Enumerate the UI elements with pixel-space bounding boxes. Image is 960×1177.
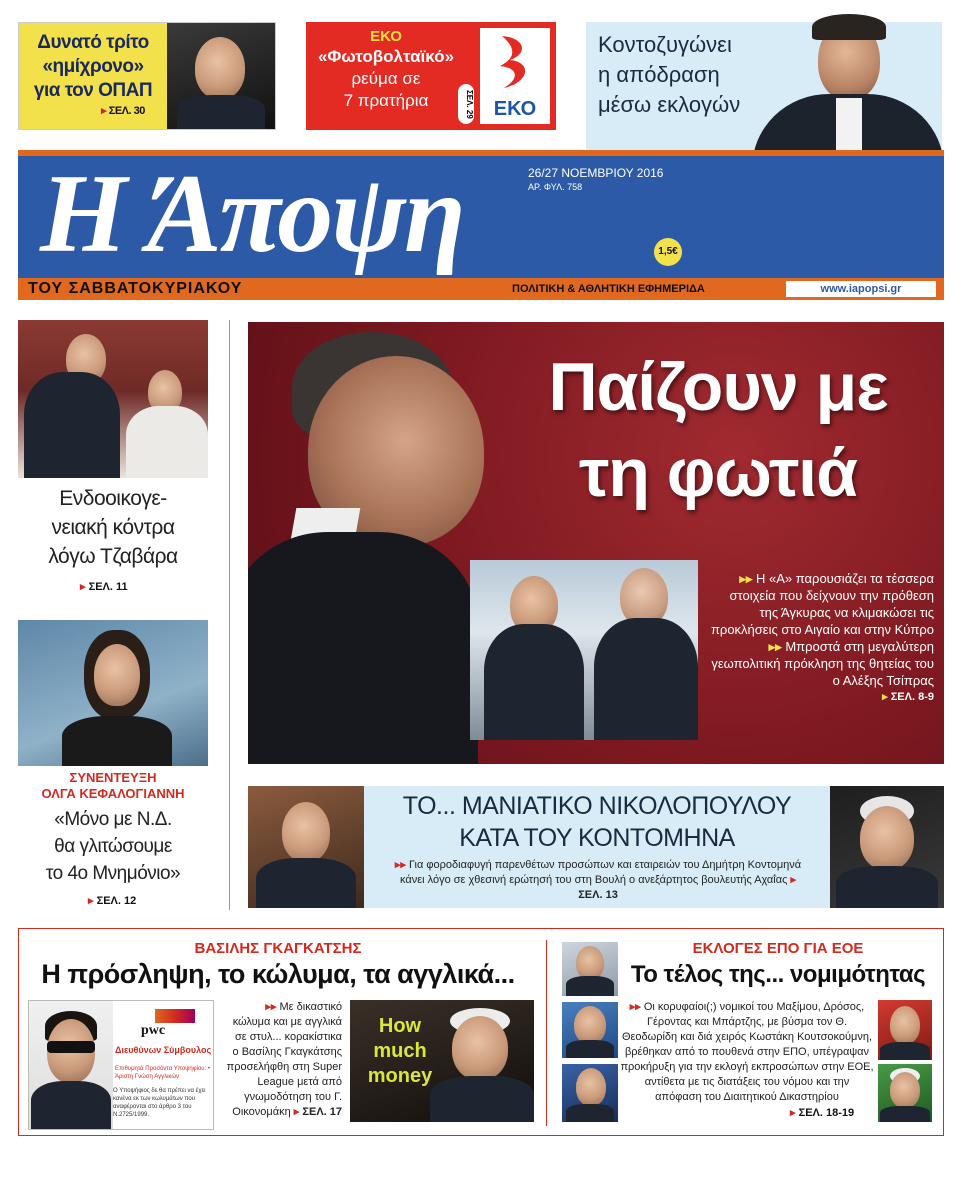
story2-page: ΣΕΛ. 13 xyxy=(578,889,618,901)
bottom-left-page: ΣΕΛ. 17 xyxy=(302,1106,342,1118)
lead-bullet2: Μπροστά στη μεγαλύτερη γεωπολιτική πρόκληση της θητείας του ο Αλέξης Τσίπρας xyxy=(711,639,934,688)
top-center-line3: 7 πρατήρια xyxy=(343,91,429,110)
erdogan-photo xyxy=(248,322,488,764)
pwc-card-req: Επιθυμητά Προσόντα Υποψηφίου: • Άριστη Γνώση Αγγλικών xyxy=(115,1066,211,1080)
side1-headline[interactable] xyxy=(18,484,208,571)
masthead-url[interactable]: www.iapopsi.gr xyxy=(786,281,936,297)
eko-logo xyxy=(480,28,550,124)
top-left-photo xyxy=(167,23,275,129)
anastasiades-akinci-photo xyxy=(470,560,698,740)
masthead-bar xyxy=(18,278,944,300)
bottom-left-title[interactable]: Η πρόσληψη, το κώλυμα, τα αγγλικά... xyxy=(41,959,515,989)
bottom-right-title[interactable]: Το τέλος της... νομιμότητας xyxy=(630,961,926,988)
eko-flame-icon xyxy=(480,28,550,98)
top-center-box[interactable] xyxy=(306,22,556,130)
eko-logo-text: ΕΚΟ xyxy=(493,98,537,120)
top-center-kicker: ΕΚΟ xyxy=(370,28,402,45)
top-center-page: ΣΕΛ. 29 xyxy=(458,84,474,124)
story2-title-line1: ΤΟ... ΜΑΝΙΑΤΙΚΟ ΝΙΚΟΛΟΠΟΥΛΟΥ xyxy=(402,792,792,820)
lead-story[interactable]: Παίζουν με τη φωτιά ▸▸ Η «Α» παρουσιάζει τα τέσσερα στοιχεία που δείχνουν την πρόθεση της Άγκυρας να κλιμακώσει τις προκλήσεις στο Αιγαίο και στην Κύπρο ▸▸ Μπροστά στη μεγαλύτερη γεωπολιτική πρόκληση της θητείας του ο Αλέξης Τσίπρας ▸ ΣΕΛ. 8-9 xyxy=(248,322,944,764)
side1-page: ΣΕΛ. 11 xyxy=(88,581,128,593)
bottom-right-page: ΣΕΛ. 18-19 xyxy=(798,1107,855,1119)
how-much-money-text: How much money xyxy=(367,1015,433,1087)
lead-page: ΣΕΛ. 8-9 xyxy=(890,691,934,703)
lead-title-line2: τη φωτιά xyxy=(578,435,857,511)
side1-line1: Ενδοοικογε- xyxy=(59,487,167,510)
epo-thumb-5 xyxy=(878,1064,932,1122)
masthead-title: Η Άποψη xyxy=(40,152,464,276)
masthead xyxy=(18,150,944,278)
pwc-card xyxy=(28,1000,214,1130)
pwc-card-title: Διευθύνων Σύμβουλος xyxy=(115,1045,212,1055)
masthead-tagline: ΠΟΛΙΤΙΚΗ & ΑΘΛΗΤΙΚΗ ΕΦΗΜΕΡΙΔΑ xyxy=(512,283,705,295)
story2-title-line2: ΚΑΤΑ ΤΟΥ ΚΟΝΤΟΜΗΝΑ xyxy=(459,824,735,852)
side2-kicker1: ΣΥΝΕΝΤΕΥΞΗ xyxy=(69,770,157,785)
masthead-issue: ΑΡ. ΦΥΛ. 758 xyxy=(528,182,583,192)
epo-thumb-2 xyxy=(562,1002,618,1058)
pwc-card-note: Ο Υποψήφιος δε θα πρέπει να έχει κανένα εκ των κωλυμάτων που αναφέρονται στο άρθρο 3 του Ν.2725/1999. xyxy=(113,1088,206,1118)
bottom-left-text: Με δικαστικό κώλυμα και με αγγλικά σε στυλ... κορακίστικα ο Βασίλης Γκαγκάτσης προσελήφθη στη Super League μετά από γνωμοδότηση του Γ. Οικονομάκη xyxy=(226,1001,342,1118)
how-much-money-photo xyxy=(350,1000,534,1122)
story2-text: Για φοροδιαφυγή παρενθέτων προσώπων και εταιρειών του Δημήτρη Κοντομηνά κάνει λόγο σε χθεσινή ερώτησή του στη Βουλή ο ανεξάρτητος βουλευτής Αχαΐας xyxy=(400,859,802,886)
top-left-line2: «ημίχρονο» xyxy=(42,56,144,77)
top-left-box[interactable]: Δυνατό τρίτο «ημίχρονο» για τον ΟΠΑΠ ▸ ΣΕΛ. 30 xyxy=(18,22,276,130)
top-right-line3: μέσω εκλογών xyxy=(598,92,741,117)
pwc-logo-text: pwc xyxy=(141,1023,166,1038)
top-center-line2: ρεύμα σε xyxy=(351,69,421,88)
sidebar-divider xyxy=(229,320,230,910)
epo-thumb-4 xyxy=(878,1000,932,1060)
kontominas-photo xyxy=(830,786,944,908)
top-center-line1: «Φωτοβολταϊκό» xyxy=(317,47,455,66)
side2-page: ΣΕΛ. 12 xyxy=(96,895,137,907)
pwc-logo xyxy=(141,1009,201,1039)
bottom-right-text: Οι κορυφαίοι(;) νομικοί του Μαξίμου, Δρόσος, Γέροντας και Μπάρτζης, με βύσμα τον Θ. Θεοδωρίδη και διά χειρός Κωστάκη Κουτσοκούμνη, βρέθηκαν από το πουθενά στην ΕΠΟ, υπέγραψαν προκήρυξη για την εκλογή εκπροσώπων στην ΕΟΕ, αντίθετα με τις διατάξεις του νόμου και την απόφαση του Διαιτητικού Δικαστηρίου xyxy=(620,1001,874,1103)
side1-line3: λόγω Τζαβάρα xyxy=(48,545,178,568)
top-right-line2: η απόδραση xyxy=(598,62,720,87)
side2-kicker2: ΟΛΓΑ ΚΕΦΑΛΟΓΙΑΝΝΗ xyxy=(41,786,185,801)
side2-line1: «Μόνο με Ν.Δ. xyxy=(54,809,172,830)
story2[interactable]: ΤΟ... ΜΑΝΙΑΤΙΚΟ ΝΙΚΟΛΟΠΟΥΛΟΥ ΚΑΤΑ ΤΟΥ ΚΟΝΤΟΜΗΝΑ ▸▸ Για φοροδιαφυγή παρενθέτων προσώπων και εταιρειών του Δημήτρη Κοντομηνά κάνει λόγο σε χθεσινή ερώτησή του στη Βουλή ο ανεξάρτητος βουλευτής Αχαΐας ▸ ΣΕΛ. 13 xyxy=(248,786,944,908)
epo-thumb-3 xyxy=(562,1064,618,1122)
top-left-line3: για τον ΟΠΑΠ xyxy=(33,80,153,101)
side2-headline[interactable] xyxy=(18,806,208,887)
nikolopoulos-photo xyxy=(248,786,364,908)
bottom-left-kicker: ΒΑΣΙΛΗΣ ΓΚΑΓΚΑΤΣΗΣ xyxy=(194,940,362,957)
price-badge: 1,5€ xyxy=(654,238,682,266)
top-left-line1: Δυνατό τρίτο xyxy=(37,32,149,53)
top-left-page: ΣΕΛ. 30 xyxy=(108,105,145,117)
masthead-date: 26/27 ΝΟΕΜΒΡΙΟΥ 2016 xyxy=(528,166,664,180)
lead-title-line1: Παίζουν με xyxy=(548,349,888,425)
mitsotakis-photo xyxy=(18,320,208,478)
side2-line3: το 4ο Μνημόνιο» xyxy=(45,863,181,884)
bottom-right-kicker: ΕΚΛΟΓΕΣ ΕΠΟ ΓΙΑ ΕΟΕ xyxy=(692,940,864,957)
masthead-subtitle: ΤΟΥ ΣΑΒΒΑΤΟΚΥΡΙΑΚΟΥ xyxy=(28,280,243,297)
side1-line2: νειακή κόντρα xyxy=(51,516,175,539)
top-right-line1: Κοντοζυγώνει xyxy=(598,32,732,57)
lead-bullet1: Η «Α» παρουσιάζει τα τέσσερα στοιχεία που δείχνουν την πρόθεση της Άγκυρας να κλιμακώσει τις προκλήσεις στο Αιγαίο και στην Κύπρο xyxy=(710,571,934,637)
gkagkatsis-photo xyxy=(29,1001,113,1129)
side2-line2: θα γλιτώσουμε xyxy=(54,836,172,857)
bottom-divider xyxy=(546,940,547,1126)
kefalogianni-photo xyxy=(18,620,208,766)
epo-thumb-1 xyxy=(562,942,618,996)
